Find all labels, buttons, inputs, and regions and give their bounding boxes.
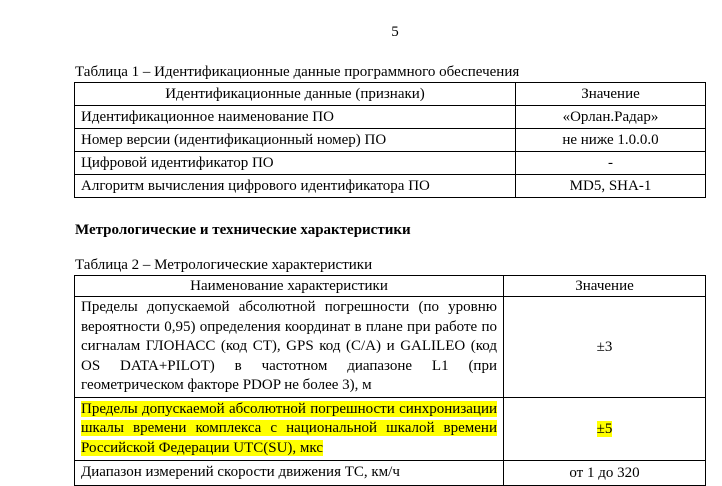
column-header: Наименование характеристики <box>75 276 504 297</box>
table-cell: MD5, SHA-1 <box>516 175 706 198</box>
software-id-table <box>74 82 706 198</box>
table-cell <box>504 398 706 461</box>
table-header-row <box>75 276 706 297</box>
column-header: Значение <box>516 83 706 106</box>
table-row <box>75 461 706 486</box>
highlighted-value: ±5 <box>596 420 613 437</box>
metrology-table <box>74 275 706 486</box>
page-number: 5 <box>391 24 399 40</box>
table1-caption: Таблица 1 – Идентификационные данные программного обеспечения <box>75 64 520 80</box>
column-header: Значение <box>504 276 706 297</box>
table-cell <box>75 398 504 461</box>
highlighted-text: Пределы допускаемой абсолютной погрешности синхронизации шкалы времени комплекса с национальной шкалой времени Российской Федерации UTC(SU), мкс <box>81 400 497 456</box>
table-cell: «Орлан.Радар» <box>516 106 706 129</box>
table-row <box>75 152 706 175</box>
table2-caption: Таблица 2 – Метрологические характеристики <box>75 257 373 273</box>
section-heading: Метрологические и технические характеристики <box>75 222 411 238</box>
table-row <box>75 106 706 129</box>
table-row <box>75 297 706 398</box>
table-row <box>75 129 706 152</box>
table-cell: Цифровой идентификатор ПО <box>75 152 516 175</box>
table-row <box>75 398 706 461</box>
table-row <box>75 175 706 198</box>
table-cell: Пределы допускаемой абсолютной погрешности (по уровню вероятности 0,95) определения координат в плане при работе по сигналам ГЛОНАСС (код СТ), GPS код (C/A) и GALILEO (код OS DATA+PILOT) в частотном диапазоне L1 (при геометрическом факторе PDOP не более 3), м <box>75 297 504 398</box>
table-cell: от 1 до 320 <box>504 461 706 486</box>
table-cell: Диапазон измерений скорости движения ТС, км/ч <box>75 461 504 486</box>
table-cell: Номер версии (идентификационный номер) ПО <box>75 129 516 152</box>
table-cell: не ниже 1.0.0.0 <box>516 129 706 152</box>
table-cell: Идентификационное наименование ПО <box>75 106 516 129</box>
column-header: Идентификационные данные (признаки) <box>75 83 516 106</box>
table-header-row <box>75 83 706 106</box>
table-cell: ±3 <box>504 297 706 398</box>
table-cell: Алгоритм вычисления цифрового идентификатора ПО <box>75 175 516 198</box>
table-cell: - <box>516 152 706 175</box>
